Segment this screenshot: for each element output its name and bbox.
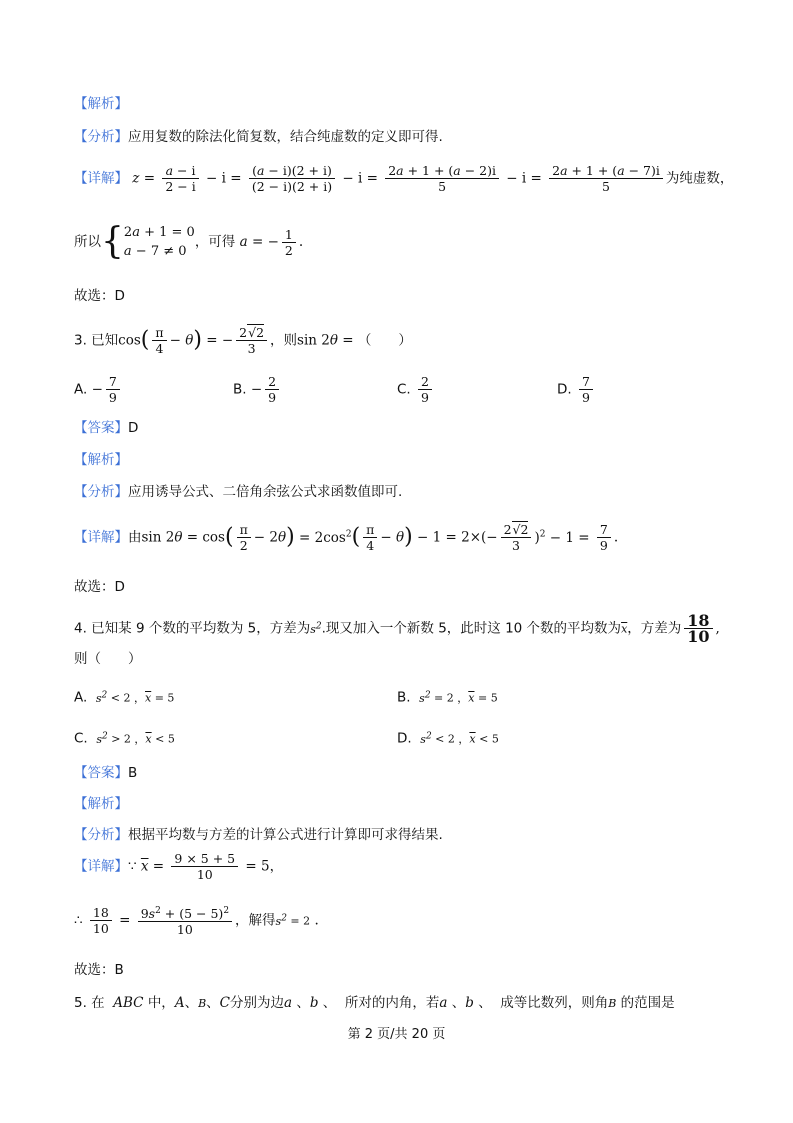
frac-7-9: $\frac{7}{9}$	[579, 374, 593, 405]
q5-b: 中，	[147, 995, 175, 1011]
xiangjie-line-4: 【详解】∵ $\overline{x}$ = $\frac{9 \times 5 + 5}{10}$ = 5，	[74, 851, 284, 882]
q4-line-2: 则（ ）	[74, 651, 142, 667]
jiexi-label: 【解析】	[74, 96, 128, 112]
q5-c: 分别为边	[230, 995, 284, 1011]
q4-option-b-label: B.	[397, 689, 411, 706]
xiangjie-suffix: 为纯虚数，	[665, 170, 734, 187]
q4-text-3: ，方差为	[627, 620, 682, 637]
jiexi-4: 【解析】	[74, 796, 128, 812]
frac-1: $\frac{a - i}{2 - i}$	[162, 163, 198, 194]
frac-half: $\frac{1}{2}$	[282, 227, 296, 258]
q3-option-b: B. − $\frac{2}{9}$	[233, 374, 282, 405]
q5-stem: 5. 在 ABC 中，A、B、C分别为边a 、b 、 所对的内角，若a 、b 、 成等比数列，则角B 的范围是	[74, 995, 675, 1011]
q3-option-d	[557, 374, 596, 405]
q4-option-d-label: D.	[397, 730, 412, 747]
frac-neg2-9: $\frac{2}{9}$	[265, 374, 279, 405]
q4-line-1: 4. 已知某 9 个数的平均数为 5，方差为$s^2$.现又加入一个新数 5，此时这 10 个数的平均数为$\overline{x}$，方差为 $\frac{18}{10}$ ,	[74, 611, 720, 646]
xiangjie-line-1: 【详解】 z = $\frac{a - i}{2 - i}$ − i = $\frac{(a - i)(2 + i)}{(2 - i)(2 + i)}$ − i = $\frac{2a + 1 + (a - 2)i}{5}$ − i = $\frac{2a + 1 + (a - 7)i}{5}$ 为纯虚数，	[74, 163, 734, 194]
q4-option-c-label: C.	[74, 730, 88, 747]
math-s2: $s^2$	[310, 620, 322, 636]
q4-option-a-label: A.	[74, 689, 88, 706]
guxuan-1: 故选：D	[74, 288, 125, 304]
q3-option-a-label: A.	[74, 381, 88, 398]
q3-option-a: A. − $\frac{7}{9}$	[74, 374, 123, 405]
jiexi-3: 【解析】	[74, 452, 128, 468]
q3-suffix: （ ）	[357, 332, 412, 349]
fenxi-tag-3: 【分析】	[74, 484, 128, 500]
fenxi-text-3: 应用诱导公式、二倍角余弦公式求函数值即可.	[128, 484, 403, 500]
q5-a: 5. 在	[74, 995, 105, 1011]
q4-option-c: C. $s^2 > 2$ ，$\overline{x} < 5$	[74, 730, 175, 747]
jiede: ，解得	[235, 912, 276, 929]
daan-3: 【答案】D	[74, 420, 139, 436]
fenxi-line-3	[74, 483, 402, 501]
frac-4: $\frac{2a + 1 + (a - 7)i}{5}$	[549, 163, 663, 194]
frac-2: $\frac{(a - i)(2 + i)}{(2 - i)(2 + i)}$	[249, 163, 335, 194]
guxuan-3: 故选：D	[74, 579, 125, 595]
xiangjie-you: 由	[128, 529, 142, 546]
fenxi-text: 应用复数的除法化简复数，结合纯虚数的定义即可得.	[128, 129, 443, 145]
daan-4: 【答案】B	[74, 765, 138, 781]
guxuan-4: 故选：B	[74, 962, 124, 978]
variance-line: ∴ $\frac{18}{10}$ = $\frac{9s^2 + (5 - 5)^2}{10}$ ，解得$s^2 = 2$ .	[74, 905, 319, 938]
math-xbar: $\overline{x}$	[621, 622, 628, 636]
frac-variance: $\frac{9s^2 + (5 - 5)^2}{10}$	[138, 904, 232, 937]
suoyi-mid: ，可得	[194, 234, 236, 250]
suoyi-prefix: 所以	[74, 234, 101, 250]
frac-3: $\frac{2a + 1 + (a - 2)i}{5}$	[385, 163, 499, 194]
q3-option-c-label: C.	[397, 381, 411, 398]
q3-stem: 3. 已知cos( $\frac{\pi}{4}$ − θ) = − $\frac{2√2}{3}$ ，则sin 2θ = （ ）	[74, 325, 412, 356]
frac-pi4: $\frac{\pi}{4}$	[152, 325, 166, 356]
equation-system: 2a + 1 = 0 a − 7 ≠ 0	[123, 225, 195, 259]
q4-text-2: .现又加入一个新数 5，此时这 10 个数的平均数为	[321, 620, 622, 637]
fenxi-line-1	[74, 128, 443, 146]
xiangjie-line-3: 【详解】由sin 2θ = cos( $\frac{\pi}{2}$ − $2\theta) = 2\cos^2$( $\frac{\pi}{4}$ − θ) − 1 = 2×(− $\frac{2√2}{3}$ )$^2$ − 1 = $\frac{7}{9}$ .	[74, 522, 619, 553]
q4-option-a: A. $s^2 < 2$ ，$\overline{x} = 5$	[74, 689, 175, 706]
math-z: z	[132, 170, 140, 187]
fenxi-text-4: 根据平均数与方差的计算公式进行计算即可求得结果.	[128, 827, 443, 843]
q3-prefix: 3. 已知	[74, 332, 119, 349]
q4-text-1: 4. 已知某 9 个数的平均数为 5，方差为	[74, 620, 311, 637]
xiangjie-tag-3: 【详解】	[74, 529, 128, 546]
q3-mid: ，则	[270, 332, 298, 349]
q3-option-c	[397, 374, 435, 405]
fenxi-line-4	[74, 826, 443, 844]
xiangjie-tag: 【详解】	[74, 170, 128, 187]
q5-e: 成等比数列，则角	[500, 995, 609, 1011]
q5-f: 的范围是	[620, 995, 675, 1011]
frac-2-9: $\frac{2}{9}$	[418, 374, 432, 405]
suoyi-line: 所以{2a + 1 = 0 a − 7 ≠ 0，可得 a = − $\frac{1}{2}$ .	[74, 221, 304, 262]
q3-option-b-label: B.	[233, 381, 247, 398]
frac-neg7-9: $\frac{7}{9}$	[106, 374, 120, 405]
frac-18-10: $\frac{18}{10}$	[684, 613, 712, 644]
frac-mean: $\frac{9 \times 5 + 5}{10}$	[171, 851, 238, 882]
frac-2sqrt2-3: $\frac{2√2}{3}$	[236, 325, 267, 356]
fenxi-tag-4: 【分析】	[74, 827, 128, 843]
q3-option-d-label: D.	[557, 381, 572, 398]
page-footer: 第 2 页/共 20 页	[347, 1027, 446, 1042]
q4-option-d: D. $s^2 < 2$ ，$\overline{x} < 5$	[397, 730, 499, 747]
brace: {	[101, 221, 124, 262]
q4-option-b: B. $s^2 = 2$ ，$\overline{x} = 5$	[397, 689, 498, 706]
fenxi-tag: 【分析】	[74, 129, 128, 145]
xiangjie-tag-4: 【详解】	[74, 858, 128, 875]
q5-d: 所对的内角，若	[344, 995, 440, 1011]
